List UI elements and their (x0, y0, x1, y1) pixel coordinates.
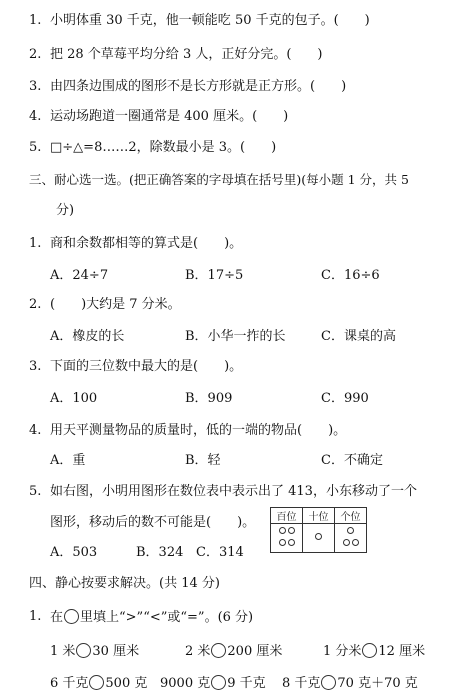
item-text: 运动场跑道一圈通常是 400 厘米。( ) (50, 109, 289, 124)
item-number: 3. (29, 359, 42, 374)
item-text: 下面的三位数中最大的是( )。 (50, 359, 243, 374)
item-text: 由四条边围成的图形不是长方形就是正方形。( ) (50, 79, 347, 94)
item-text: 小明体重 30 千克，他一顿能吃 50 千克的包子。( ) (50, 13, 370, 28)
item-text: ( )大约是 7 分米。 (50, 297, 181, 312)
circle-icon (315, 533, 322, 540)
item-number: 1. (29, 236, 42, 251)
circle-icon (352, 539, 359, 546)
circle-icon (288, 527, 295, 534)
compare-item: 1 分米 12 厘米 (323, 644, 426, 659)
option-a: A．24÷7 (50, 268, 109, 283)
answer-circle-input[interactable] (362, 643, 377, 658)
item-number: 2. (29, 297, 42, 312)
circle-icon (347, 527, 354, 534)
circle-icon (343, 539, 350, 546)
answer-circle-input[interactable] (211, 675, 226, 690)
option-a: A．橡皮的长 (50, 329, 125, 344)
option-c: C．16÷6 (321, 268, 380, 283)
choice-item-5-cont: 图形，移动后的数不可能是( )。 (50, 515, 256, 530)
blank-circle-icon (64, 609, 79, 624)
item-number: 3. (29, 79, 42, 94)
compare-item: 9000 克 9 千克 (160, 676, 266, 691)
item-number: 2. (29, 47, 42, 62)
ones-cell (335, 524, 367, 553)
item-number: 5. (29, 484, 42, 499)
item-number: 1. (29, 13, 42, 28)
section-4-heading: 四、静心按要求解决。(共 14 分) (29, 576, 220, 591)
item-text: 把 28 个草莓平均分给 3 人，正好分完。( ) (50, 47, 323, 62)
section-3-heading: 三、耐心选一选。(把正确答案的字母填在括号里)(每小题 1 分，共 5 (29, 172, 409, 187)
answer-circle-input[interactable] (76, 643, 91, 658)
option-c: C．314 (196, 545, 244, 560)
option-a: A．重 (50, 453, 86, 468)
compare-item: 8 千克 70 克＋70 克 (282, 676, 418, 691)
option-a: A．503 (50, 545, 98, 560)
circle-icon (279, 527, 286, 534)
place-value-table (270, 507, 367, 553)
option-b: B．909 (185, 391, 233, 406)
item-number: 4. (29, 109, 42, 124)
header-ones: 个位 (335, 508, 367, 524)
item-text: □÷△=8……2，除数最小是 3。( ) (50, 140, 277, 155)
header-tens: 十位 (303, 508, 335, 524)
compare-item: 1 米 30 厘米 (50, 644, 140, 659)
compare-item: 6 千克 500 克 (50, 676, 148, 691)
option-b: B．324 (136, 545, 184, 560)
circle-icon (279, 539, 286, 546)
compare-intro: 在 里填上“>”“<”或“=”。(6 分) (50, 610, 254, 625)
item-number: 5. (29, 140, 42, 155)
circle-icon (288, 539, 295, 546)
answer-circle-input[interactable] (321, 675, 336, 690)
item-text: 如右图，小明用图形在数位表中表示出了 413，小东移动了一个 (50, 484, 417, 499)
header-hundreds: 百位 (271, 508, 303, 524)
option-b: B．轻 (185, 453, 221, 468)
option-a: A．100 (50, 391, 98, 406)
option-c: C．课桌的高 (321, 329, 396, 344)
option-b: B．小华一拃的长 (185, 329, 286, 344)
section-3-heading-cont: 分) (56, 203, 75, 218)
answer-circle-input[interactable] (89, 675, 104, 690)
option-c: C．990 (321, 391, 369, 406)
option-b: B．17÷5 (185, 268, 244, 283)
compare-item: 2 米 200 厘米 (185, 644, 283, 659)
option-c: C．不确定 (321, 453, 383, 468)
answer-circle-input[interactable] (211, 643, 226, 658)
tens-cell (303, 524, 335, 553)
item-text: 商和余数都相等的算式是( )。 (50, 236, 243, 251)
hundreds-cell (271, 524, 303, 553)
item-text: 用天平测量物品的质量时，低的一端的物品( )。 (50, 423, 347, 438)
item-number: 1. (29, 609, 42, 624)
item-number: 4. (29, 423, 42, 438)
